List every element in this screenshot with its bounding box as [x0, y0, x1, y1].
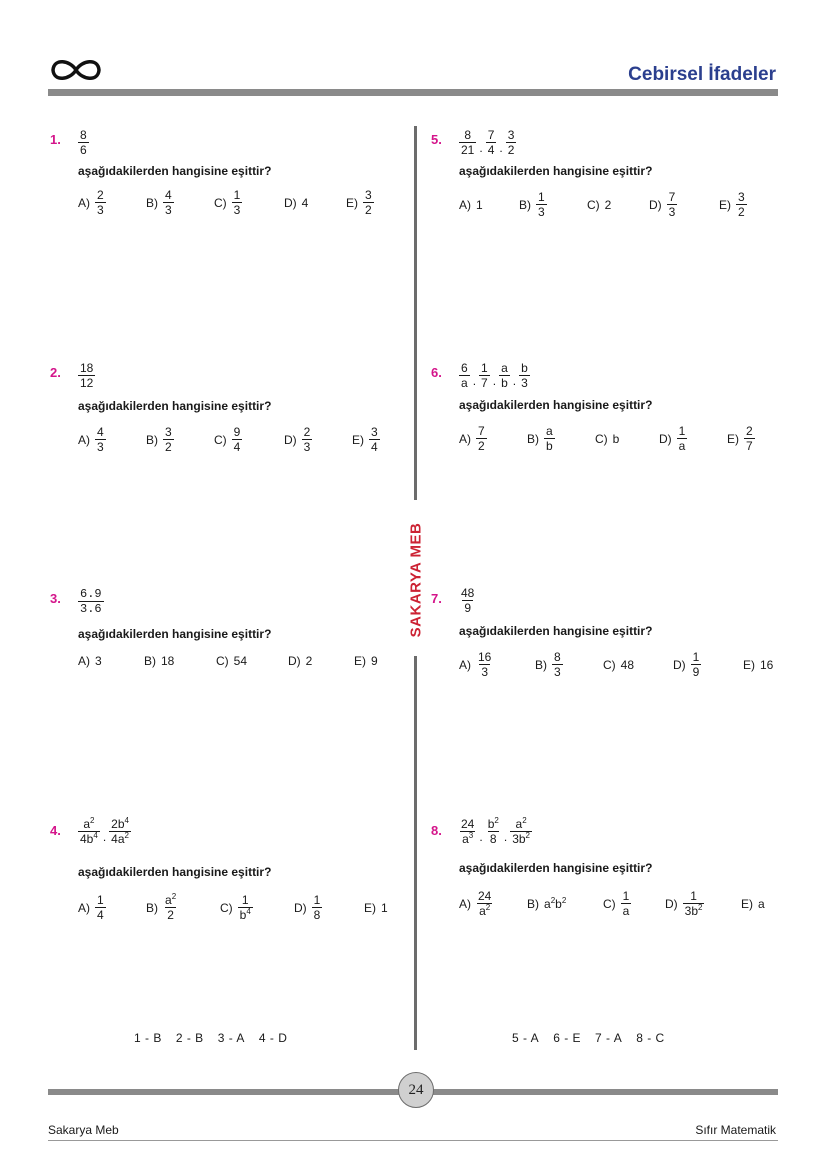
footer-line	[48, 1140, 778, 1141]
question-number: 8.	[431, 823, 442, 838]
header-rule	[48, 89, 778, 96]
option-e[interactable]: E) 1	[364, 900, 388, 915]
question-prompt: aşağıdakilerden hangisine eşittir?	[78, 164, 272, 178]
option-b[interactable]: B) $\frac{a}{b}$	[527, 424, 553, 453]
answer-options	[459, 650, 773, 679]
option-c[interactable]: C) b	[595, 431, 620, 446]
footer-right-text: Sıfır Matematik	[695, 1123, 776, 1137]
page-title: Cebirsel İfadeler	[628, 64, 776, 85]
option-c[interactable]: C) 54	[216, 654, 248, 668]
question-number: 6.	[431, 365, 442, 380]
option-d[interactable]: D) 4	[284, 195, 309, 210]
question-expression: $\frac{a^2}{4b^4}$ . $\frac{2b^4}{4a^2}$	[80, 816, 129, 846]
option-d[interactable]: D) $\frac{1}{9}$	[673, 650, 700, 679]
question-prompt: aşağıdakilerden hangisine eşittir?	[459, 861, 653, 875]
column-divider-bottom	[414, 656, 417, 1050]
option-d[interactable]: D) $\frac{1}{8}$	[294, 893, 321, 922]
option-c[interactable]: C) 2	[587, 197, 612, 212]
question-number: 3.	[50, 591, 61, 606]
option-b[interactable]: B) $\frac{a^2}{2}$	[146, 892, 177, 922]
question-prompt: aşağıdakilerden hangisine eşittir?	[78, 399, 272, 413]
option-b[interactable]: B) $\frac{4}{3}$	[146, 188, 172, 217]
answer-options	[78, 425, 380, 454]
page-number: 24	[398, 1072, 434, 1108]
footer-rule-right	[432, 1089, 778, 1095]
answer-key-right: 5 - A 6 - E 7 - A 8 - C	[512, 1031, 665, 1045]
option-d[interactable]: D) 2	[288, 654, 313, 668]
option-b[interactable]: B) $\frac{8}{3}$	[535, 650, 561, 679]
question-number: 1.	[50, 132, 61, 147]
option-d[interactable]: D) $\frac{2}{3}$	[284, 425, 311, 454]
option-a[interactable]: A) $\frac{2}{3}$	[78, 188, 104, 217]
option-e[interactable]: E) $\frac{3}{2}$	[719, 190, 745, 219]
answer-options	[78, 188, 374, 217]
answer-options	[78, 893, 388, 922]
option-e[interactable]: E) $\frac{2}{7}$	[727, 424, 753, 453]
question-prompt: aşağıdakilerden hangisine eşittir?	[78, 865, 272, 879]
column-divider-top	[414, 126, 417, 500]
option-a[interactable]: A) $\frac{7}{2}$	[459, 424, 485, 453]
option-c[interactable]: C) $\frac{1}{3}$	[214, 188, 241, 217]
question-expression: $\frac{18}{12}$	[80, 361, 94, 390]
option-d[interactable]: D) $\frac{1}{3b^2}$	[665, 889, 703, 918]
question-number: 5.	[431, 132, 442, 147]
option-a[interactable]: A) $\frac{1}{4}$	[78, 893, 104, 922]
option-a[interactable]: A) $\frac{4}{3}$	[78, 425, 104, 454]
footer-left-text: Sakarya Meb	[48, 1123, 119, 1137]
question-prompt: aşağıdakilerden hangisine eşittir?	[459, 624, 653, 638]
question-number: 2.	[50, 365, 61, 380]
question-prompt: aşağıdakilerden hangisine eşittir?	[78, 627, 272, 641]
answer-options	[459, 424, 755, 453]
option-b[interactable]: B) $a^2b^2$	[527, 895, 567, 911]
question-expression: $\frac{6.9}{3.6}$	[80, 587, 102, 616]
option-a[interactable]: A) $\frac{24}{a^2}$	[459, 889, 492, 918]
question-prompt: aşağıdakilerden hangisine eşittir?	[459, 164, 653, 178]
option-c[interactable]: C) 48	[603, 657, 635, 672]
question-expression: $\frac{48}{9}$	[461, 586, 475, 615]
question-number: 4.	[50, 823, 61, 838]
answer-options	[459, 889, 765, 918]
question-expression: $\frac{24}{a^3}$ . $\frac{b^2}{8}$ . $\frac{a^2}{3b^2}$	[461, 816, 530, 846]
question-expression: $\frac{6}{a}$ . $\frac{1}{7}$ . $\frac{a}{b}$ . $\frac{b}{3}$	[461, 361, 528, 390]
question-expression: $\frac{8}{21}$ . $\frac{7}{4}$ . $\frac{3}{2}$	[461, 128, 515, 157]
option-e[interactable]: E) $\frac{3}{2}$	[346, 188, 372, 217]
watermark: SAKARYA MEB	[407, 522, 425, 638]
option-c[interactable]: C) $\frac{1}{b^4}$	[220, 893, 251, 922]
option-b[interactable]: B) 18	[144, 654, 175, 668]
option-e[interactable]: E) $\frac{3}{4}$	[352, 425, 378, 454]
option-e[interactable]: E) 9	[354, 654, 378, 668]
answer-key-left: 1 - B 2 - B 3 - A 4 - D	[134, 1031, 288, 1045]
option-a[interactable]: A) $\frac{16}{3}$	[459, 650, 492, 679]
infinity-logo-icon	[48, 52, 104, 88]
option-d[interactable]: D) $\frac{1}{a}$	[659, 424, 686, 453]
option-b[interactable]: B) $\frac{3}{2}$	[146, 425, 172, 454]
answer-options	[78, 654, 378, 668]
question-number: 7.	[431, 591, 442, 606]
option-c[interactable]: C) $\frac{9}{4}$	[214, 425, 241, 454]
option-b[interactable]: B) $\frac{1}{3}$	[519, 190, 545, 219]
question-prompt: aşağıdakilerden hangisine eşittir?	[459, 398, 653, 412]
option-a[interactable]: A) 3	[78, 654, 102, 668]
option-e[interactable]: E) 16	[743, 657, 774, 672]
option-d[interactable]: D) $\frac{7}{3}$	[649, 190, 676, 219]
option-a[interactable]: A) 1	[459, 197, 483, 212]
option-e[interactable]: E) a	[741, 896, 765, 911]
footer-rule-left	[48, 1089, 400, 1095]
question-expression: $\frac{8}{6}$	[80, 128, 87, 157]
option-c[interactable]: C) $\frac{1}{a}$	[603, 889, 630, 918]
answer-options	[459, 190, 747, 219]
